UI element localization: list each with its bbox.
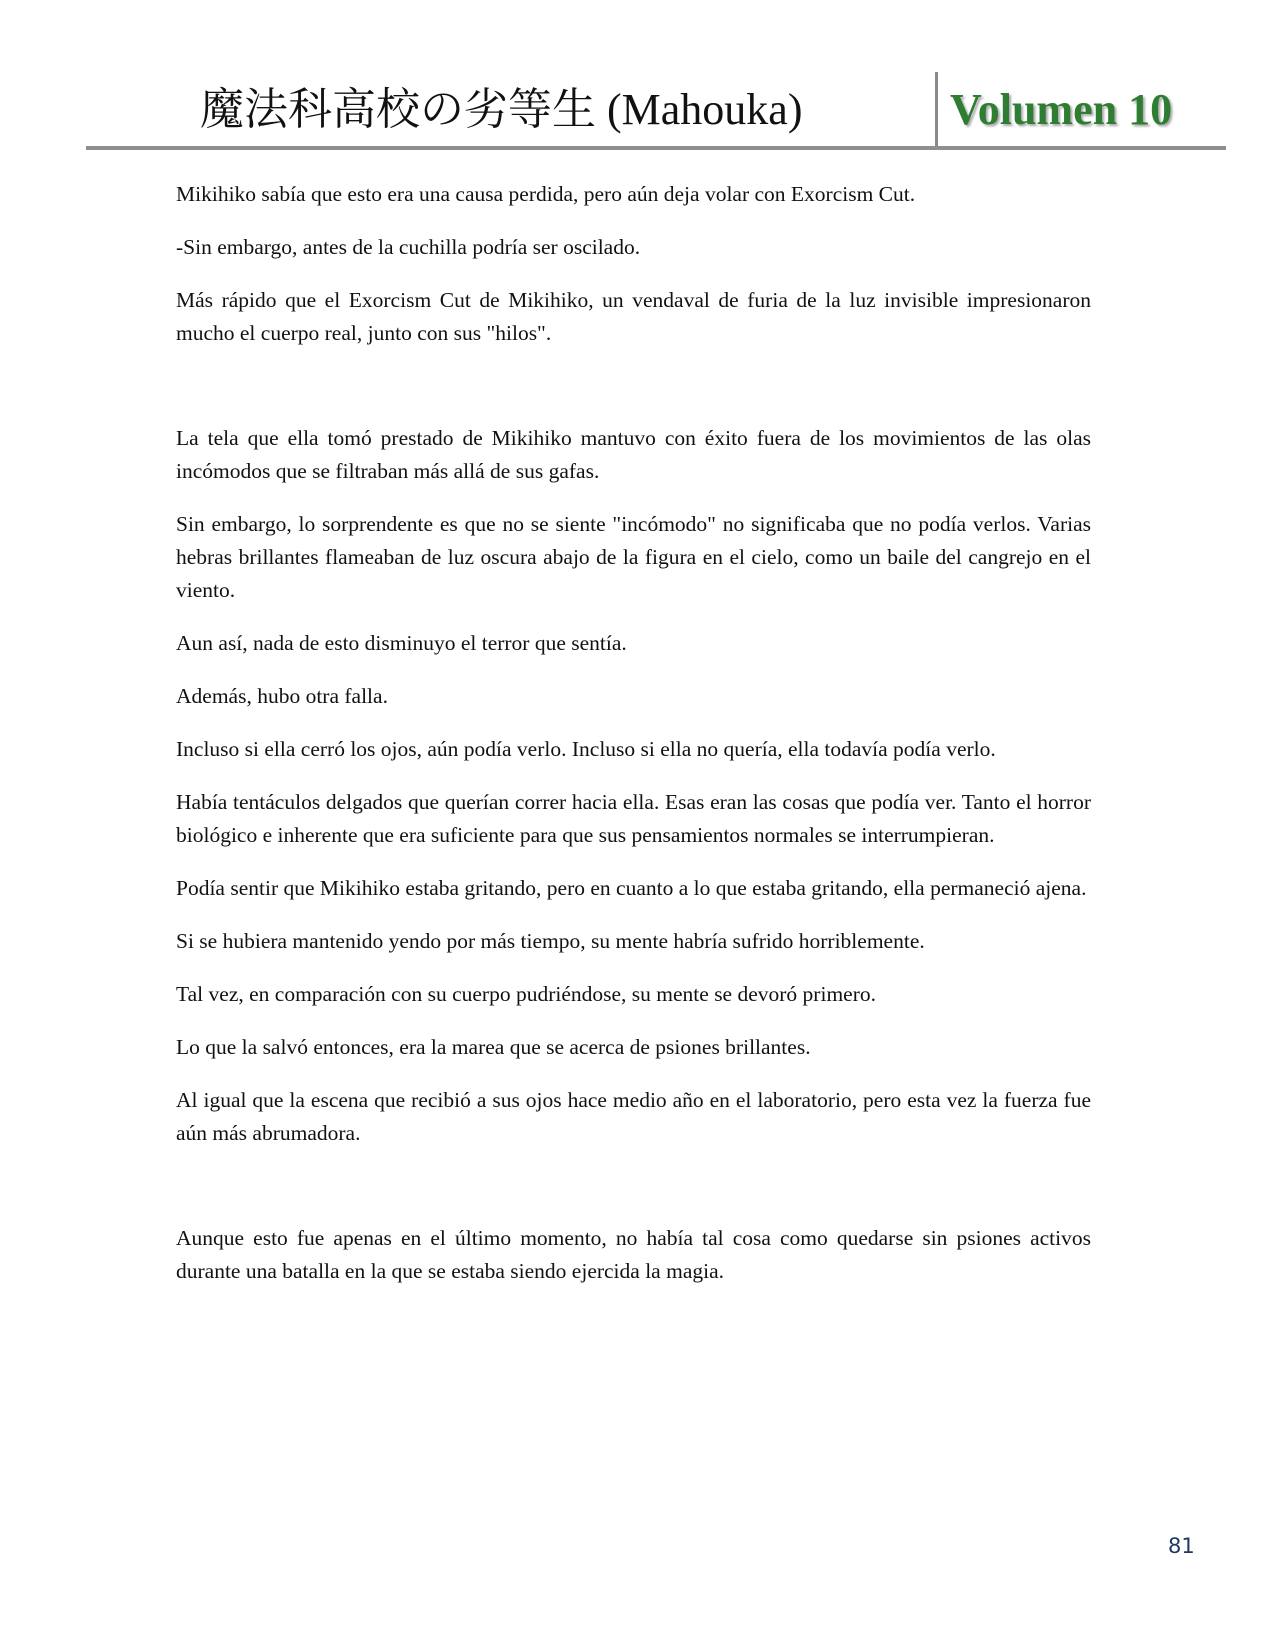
- paragraph-14: Al igual que la escena que recibió a sus ojos hace medio año en el laboratorio, pero esta vez la fuerza fue aún más abrumadora.: [176, 1088, 1091, 1145]
- paragraph-10: Podía sentir que Mikihiko estaba gritando, pero en cuanto a lo que estaba gritando, ella permaneció ajena.: [176, 876, 1087, 900]
- page-number: 81: [1168, 1534, 1195, 1558]
- paragraph-12: Tal vez, en comparación con su cuerpo pudriéndose, su mente se devoró primero.: [176, 982, 876, 1006]
- paragraph-9: Había tentáculos delgados que querían correr hacia ella. Esas eran las cosas que podía ver. Tanto el horror biológico e inherente que era suficiente para que sus pensamientos normales se interrumpieran.: [176, 790, 1091, 847]
- paragraph-7: Además, hubo otra falla.: [176, 684, 388, 708]
- paragraph-2: -Sin embargo, antes de la cuchilla podría ser oscilado.: [176, 235, 641, 259]
- paragraph-6: Aun así, nada de esto disminuyo el terror que sentía.: [176, 631, 627, 655]
- paragraph-4: La tela que ella tomó prestado de Mikihiko mantuvo con éxito fuera de los movimientos de las olas incómodos que se filtraban más allá de sus gafas.: [176, 426, 1091, 483]
- paragraph-15: Aunque esto fue apenas en el último momento, no había tal cosa como quedarse sin psiones activos durante una batalla en la que se estaba siendo ejercida la magia.: [176, 1226, 1091, 1283]
- paragraph-11: Si se hubiera mantenido yendo por más tiempo, su mente habría sufrido horriblemente.: [176, 929, 925, 953]
- paragraph-3: Más rápido que el Exorcism Cut de Mikihiko, un vendaval de furia de la luz invisible impresionaron mucho el cuerpo real, junto con sus "hilos".: [176, 288, 1091, 345]
- paragraph-5: Sin embargo, lo sorprendente es que no se siente "incómodo" no significaba que no podía verlos. Varias hebras brillantes flameaban de luz oscura abajo de la figura en el cielo, como un baile del cangrejo en el viento.: [176, 512, 1091, 602]
- paragraph-1: Mikihiko sabía que esto era una causa perdida, pero aún deja volar con Exorcism Cut.: [176, 182, 916, 206]
- volume-label: Volumen 10: [950, 85, 1173, 134]
- book-title: 魔法科高校の劣等生 (Mahouka): [200, 85, 803, 134]
- section-gap: [176, 370, 1091, 422]
- header-divider: [935, 72, 938, 147]
- section-gap: [176, 1170, 1091, 1222]
- page-header: [0, 0, 1275, 160]
- paragraph-13: Lo que la salvó entonces, era la marea que se acerca de psiones brillantes.: [176, 1035, 811, 1059]
- header-rule: [86, 146, 1226, 150]
- paragraph-8: Incluso si ella cerró los ojos, aún podía verlo. Incluso si ella no quería, ella todavía podía verlo.: [176, 737, 996, 761]
- page-body: [176, 178, 1091, 1308]
